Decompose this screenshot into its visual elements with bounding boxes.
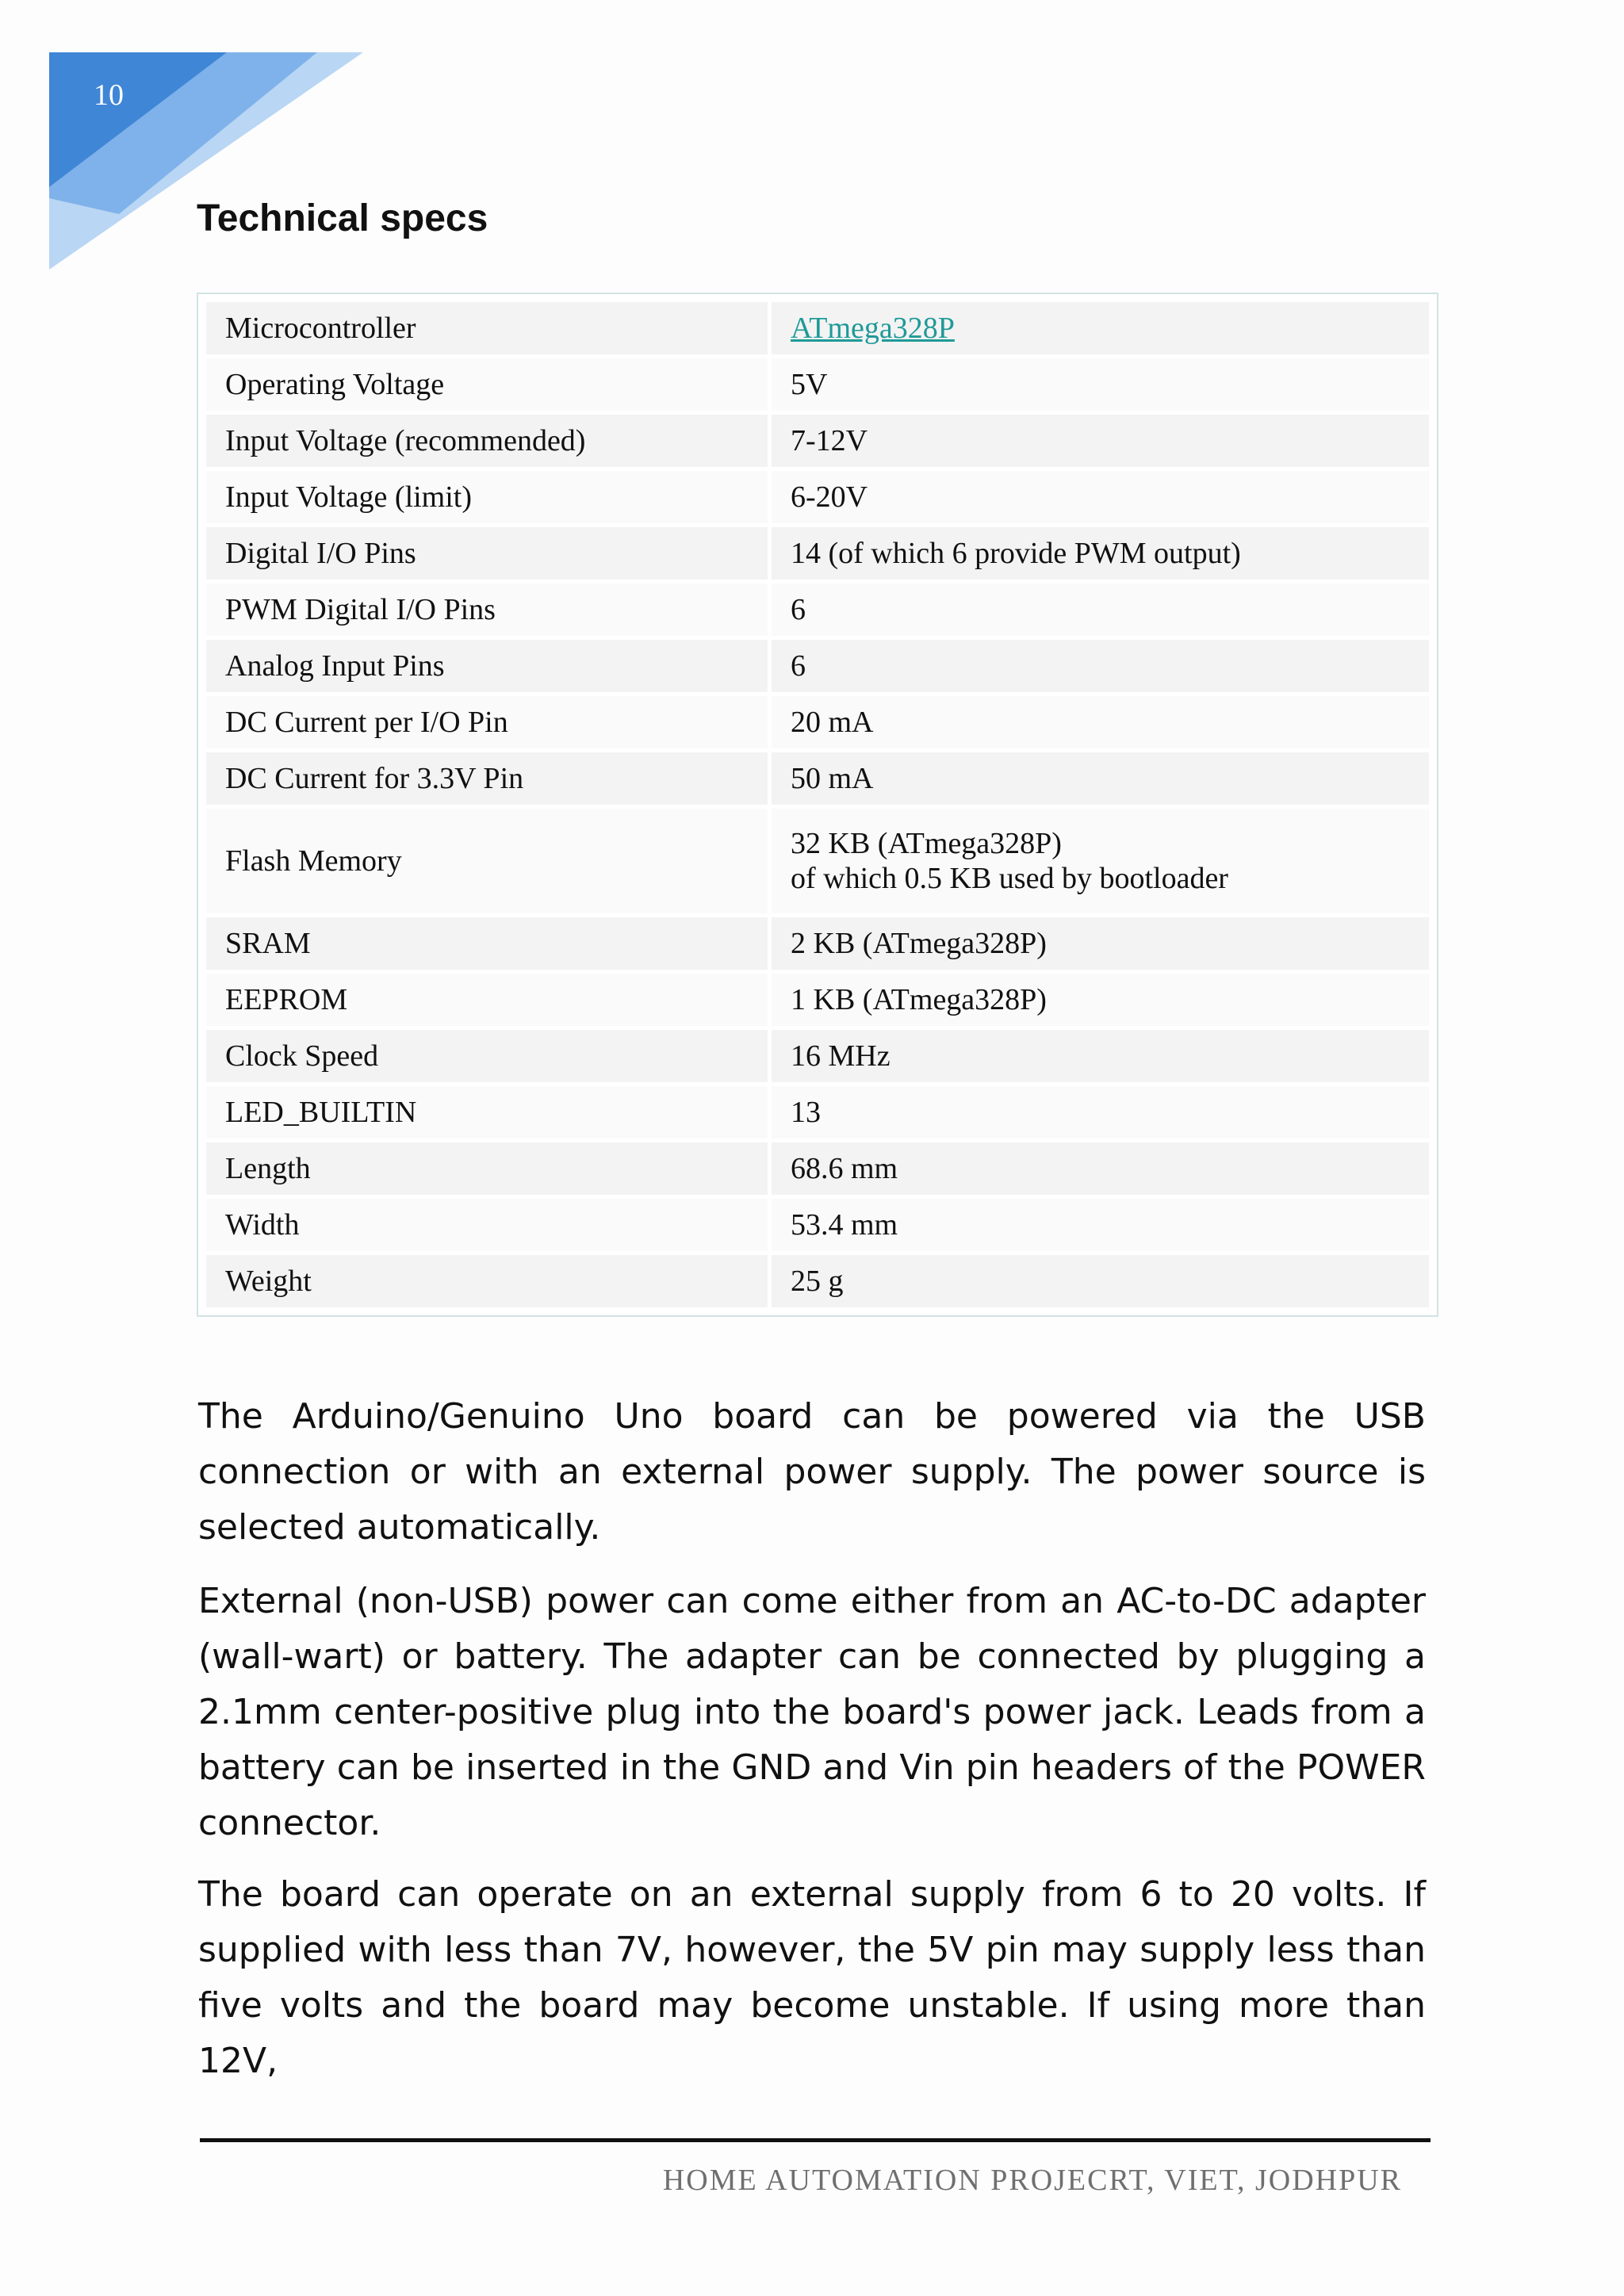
table-row <box>206 584 1429 636</box>
spec-value: 7-12V <box>772 415 1429 467</box>
spec-value: 2 KB (ATmega328P) <box>772 917 1429 970</box>
table-row <box>206 527 1429 580</box>
spec-label: Digital I/O Pins <box>206 527 768 580</box>
paragraph-power-sources: The Arduino/Genuino Uno board can be powered via the USB connection or with an external power supply. The power source is selected automatically. <box>198 1396 1426 1548</box>
spec-label: DC Current for 3.3V Pin <box>206 752 768 805</box>
spec-value: 25 g <box>772 1255 1429 1307</box>
spec-label: Operating Voltage <box>206 358 768 411</box>
spec-label: PWM Digital I/O Pins <box>206 584 768 636</box>
footer-rule <box>200 2138 1431 2142</box>
table-row <box>206 1086 1429 1138</box>
section-title: Technical specs <box>197 197 488 239</box>
spec-label: Input Voltage (recommended) <box>206 415 768 467</box>
spec-value <box>772 809 1429 913</box>
table-row <box>206 809 1429 913</box>
table-row <box>206 1030 1429 1082</box>
spec-table <box>197 293 1438 1317</box>
table-row <box>206 640 1429 692</box>
microcontroller-link[interactable]: ATmega328P <box>791 312 955 345</box>
table-row <box>206 1142 1429 1195</box>
spec-label: Analog Input Pins <box>206 640 768 692</box>
table-row <box>206 415 1429 467</box>
spec-value: 53.4 mm <box>772 1199 1429 1251</box>
spec-value-line: of which 0.5 KB used by bootloader <box>791 862 1228 895</box>
spec-value: 14 (of which 6 provide PWM output) <box>772 527 1429 580</box>
table-row <box>206 974 1429 1026</box>
spec-label: Weight <box>206 1255 768 1307</box>
spec-value: 68.6 mm <box>772 1142 1429 1195</box>
table-row <box>206 1255 1429 1307</box>
table-row <box>206 696 1429 748</box>
spec-value: 16 MHz <box>772 1030 1429 1082</box>
spec-value-line: 32 KB (ATmega328P) <box>791 827 1062 860</box>
table-row <box>206 358 1429 411</box>
spec-label: SRAM <box>206 917 768 970</box>
spec-label: Input Voltage (limit) <box>206 471 768 523</box>
spec-label: LED_BUILTIN <box>206 1086 768 1138</box>
spec-value <box>772 302 1429 354</box>
spec-value: 6 <box>772 584 1429 636</box>
spec-value: 6-20V <box>772 471 1429 523</box>
footer-text: HOME AUTOMATION PROJECRT, VIET, JODHPUR <box>662 2164 1402 2197</box>
paragraph-external-power: External (non-USB) power can come either from an AC-to-DC adapter (wall-wart) or battery. The adapter can be connected by plugging a 2.1mm center-positive plug into the board's power jack. Leads from a battery can be inserted in the GND and Vin pin headers of the POWER connector. <box>198 1581 1426 1843</box>
paragraph-operating-voltage: The board can operate on an external supply from 6 to 20 volts. If supplied with less than 7V, however, the 5V pin may supply less than five volts and the board may become unstable. If using more than 12V, <box>198 1874 1426 2081</box>
spec-value: 50 mA <box>772 752 1429 805</box>
spec-value: 1 KB (ATmega328P) <box>772 974 1429 1026</box>
spec-value: 6 <box>772 640 1429 692</box>
table-row <box>206 752 1429 805</box>
spec-value: 13 <box>772 1086 1429 1138</box>
table-row <box>206 917 1429 970</box>
spec-label: Clock Speed <box>206 1030 768 1082</box>
page-number: 10 <box>94 78 124 112</box>
spec-value: 5V <box>772 358 1429 411</box>
spec-label: Microcontroller <box>206 302 768 354</box>
spec-label: EEPROM <box>206 974 768 1026</box>
spec-label: DC Current per I/O Pin <box>206 696 768 748</box>
table-row <box>206 1199 1429 1251</box>
spec-label: Width <box>206 1199 768 1251</box>
table-row <box>206 471 1429 523</box>
spec-label: Length <box>206 1142 768 1195</box>
spec-label: Flash Memory <box>206 809 768 913</box>
corner-decoration <box>0 0 412 285</box>
spec-value: 20 mA <box>772 696 1429 748</box>
table-row <box>206 302 1429 354</box>
